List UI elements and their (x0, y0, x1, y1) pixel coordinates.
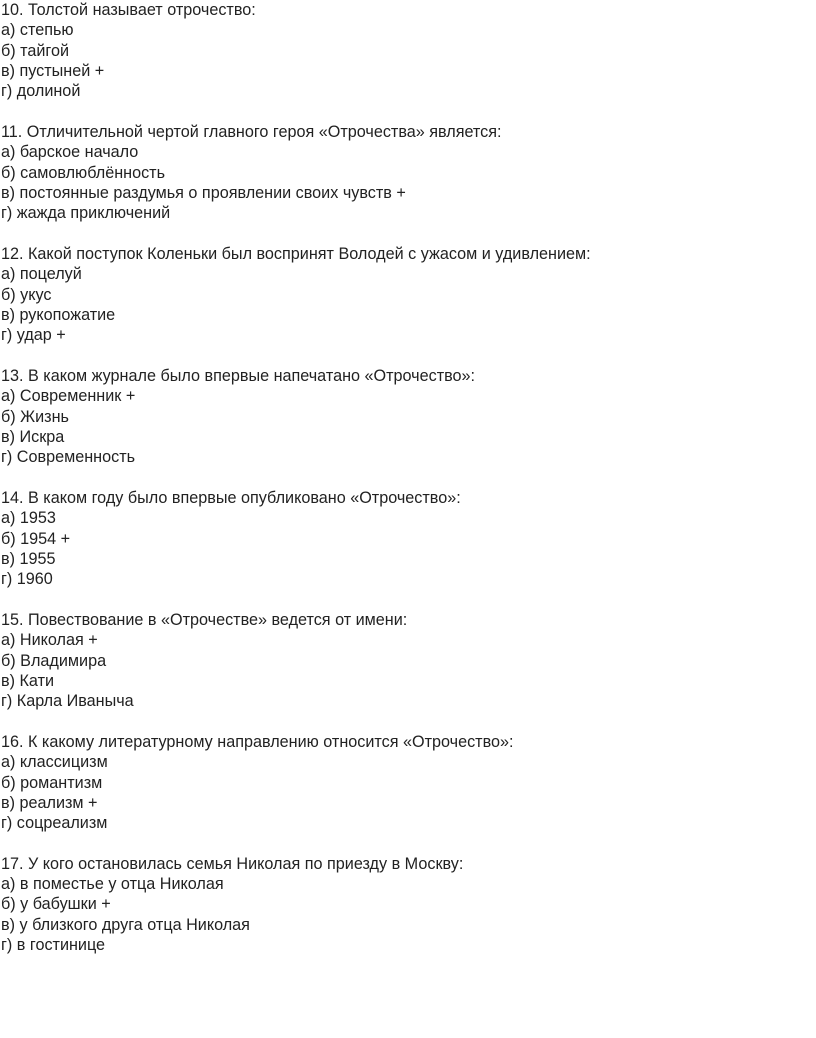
answer-option: б) 1954 + (1, 529, 71, 548)
answer-option: г) долиной (1, 82, 81, 101)
answer-option: б) Жизнь (1, 407, 69, 426)
answer-option: б) романтизм (1, 773, 103, 792)
answer-option: а) поцелуй (1, 265, 82, 284)
answer-option: а) 1953 (1, 509, 56, 528)
answer-option: г) соцреализм (1, 814, 108, 833)
answer-option: а) барское начало (1, 143, 139, 162)
question-15 (1, 610, 591, 711)
answer-option: в) постоянные раздумья о проявлении своих чувств + (1, 183, 406, 202)
answer-option: в) пустыней + (1, 61, 105, 80)
answer-option: г) 1960 (1, 570, 53, 589)
answer-option: г) удар + (1, 326, 66, 345)
answer-option: в) Кати (1, 671, 55, 690)
answer-option: б) укус (1, 285, 52, 304)
question-13 (1, 366, 591, 467)
answer-option: б) тайгой (1, 41, 70, 60)
answer-option: б) у бабушки + (1, 895, 111, 914)
answer-option: а) Николая + (1, 631, 98, 650)
answer-option: в) у близкого друга отца Николая (1, 915, 250, 934)
answer-option: б) самовлюблённость (1, 163, 166, 182)
answer-option: в) рукопожатие (1, 305, 116, 324)
question-17 (1, 854, 591, 955)
question-text: 16. К какому литературному направлению относится «Отрочество»: (1, 732, 514, 751)
answer-option: в) 1955 (1, 549, 56, 568)
question-text: 12. Какой поступок Коленьки был воспринят Володей с ужасом и удивлением: (1, 244, 591, 263)
question-text: 14. В каком году было впервые опубликовано «Отрочество»: (1, 488, 461, 507)
answer-option: а) Современник + (1, 387, 136, 406)
question-10 (1, 0, 591, 101)
answer-option: в) реализм + (1, 793, 98, 812)
question-text: 10. Толстой называет отрочество: (1, 1, 256, 19)
answer-option: г) жажда приключений (1, 204, 171, 223)
question-text: 13. В каком журнале было впервые напечатано «Отрочество»: (1, 366, 476, 385)
answer-option: а) степью (1, 21, 74, 40)
question-16 (1, 732, 591, 833)
answer-option: а) в поместье у отца Николая (1, 875, 224, 894)
answer-option: б) Владимира (1, 651, 107, 670)
answer-option: г) Карла Иваныча (1, 692, 134, 711)
question-text: 17. У кого остановилась семья Николая по приезду в Москву: (1, 854, 464, 873)
question-11 (1, 122, 591, 223)
question-text: 11. Отличительной чертой главного героя «Отрочества» является: (1, 122, 502, 141)
answer-option: г) Современность (1, 448, 136, 467)
answer-option: в) Искра (1, 427, 65, 446)
answer-option: г) в гостинице (1, 936, 106, 955)
answer-option: а) классицизм (1, 753, 108, 772)
question-text: 15. Повествование в «Отрочестве» ведется от имени: (1, 610, 408, 629)
question-12 (1, 244, 591, 345)
question-14 (1, 488, 591, 589)
